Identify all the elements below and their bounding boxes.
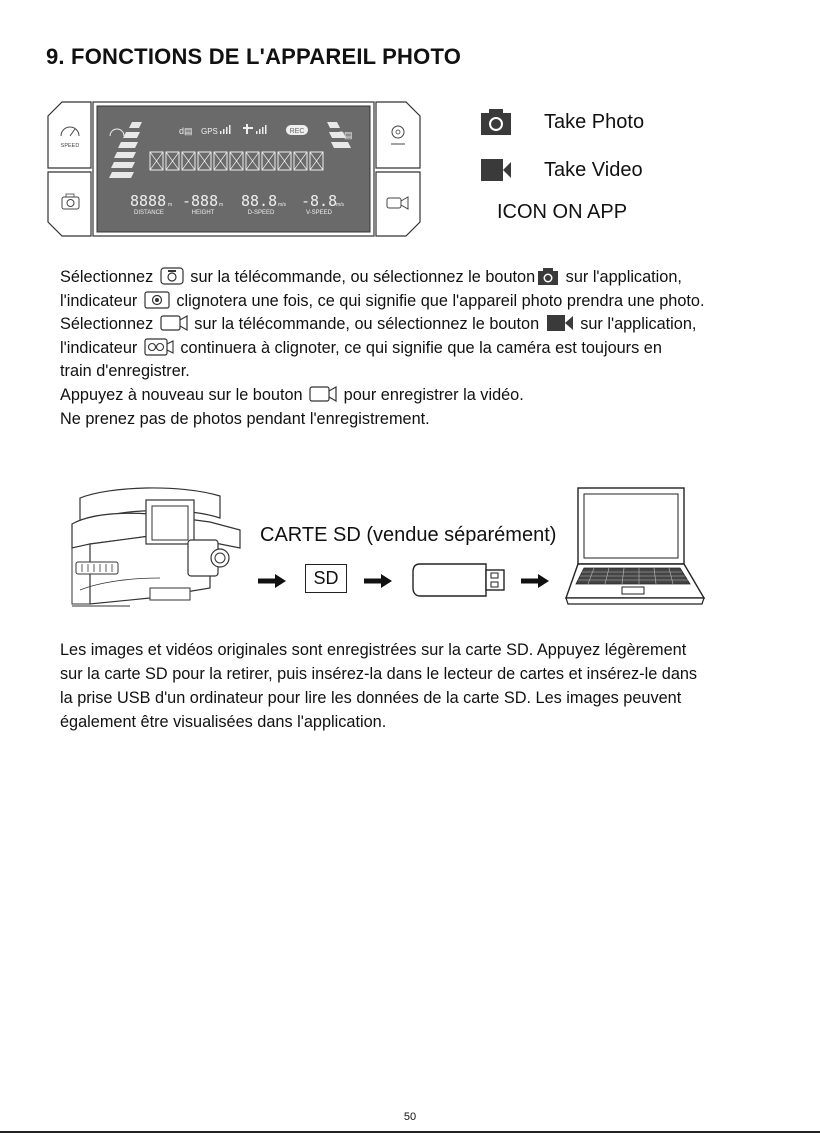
- sd-paragraph-line: sur la carte SD pour la retirer, puis insérez-la dans le lecteur de cartes et insérez-le dans: [60, 665, 698, 683]
- footer-rule: [0, 1131, 820, 1133]
- take-photo-label: Take Photo: [544, 110, 645, 133]
- section-title: 9. FONCTIONS DE L'APPAREIL PHOTO: [46, 44, 462, 69]
- sd-card-label: SD: [313, 568, 339, 588]
- speed-button-label: SPEED: [60, 143, 80, 149]
- usb-card-reader-icon: [412, 562, 508, 598]
- gps-label: GPS: [201, 127, 218, 136]
- dspeed-unit: m/s: [278, 202, 287, 208]
- distance-unit: m: [168, 202, 173, 208]
- battery-icon: d▤: [179, 126, 193, 136]
- laptop-icon: [564, 486, 706, 610]
- arrow-right-icon: [258, 574, 286, 588]
- photo-indicator-icon: [144, 291, 170, 309]
- sd-caption: CARTE SD (vendue séparément): [260, 524, 557, 546]
- video-camera-icon: [480, 157, 512, 183]
- camera-button-icon: [160, 267, 184, 285]
- rec-label: REC: [289, 128, 305, 135]
- instruction-line: Ne prenez pas de photos pendant l'enregistrement.: [60, 409, 430, 428]
- legend-take-video: [480, 157, 643, 183]
- vspeed-label: V-SPEED: [305, 210, 333, 216]
- icon-on-app-caption: ICON ON APP: [497, 201, 628, 223]
- vspeed-unit: m/s: [336, 202, 345, 208]
- video-button-icon: [160, 314, 188, 332]
- sd-paragraph-line: également être visualisées dans l'application.: [60, 713, 387, 731]
- video-button-icon: [309, 385, 337, 403]
- app-photo-icon: [537, 267, 559, 285]
- instructions-paragraph: [60, 266, 800, 431]
- page-number: 50: [403, 1111, 417, 1123]
- distance-readout: 8888: [130, 192, 167, 210]
- drone-sd-slot-illustration: [70, 478, 250, 610]
- arrow-right-icon: [521, 574, 549, 588]
- dspeed-label: D-SPEED: [247, 210, 275, 216]
- instruction-line: Appuyez à nouveau sur le bouton pour enregistrer la vidéo.: [60, 385, 524, 404]
- instruction-line: l'indicateur continuera à clignoter, ce qui signifie que la caméra est toujours en: [60, 338, 662, 357]
- sd-paragraph-line: Les images et vidéos originales sont enregistrées sur la carte SD. Appuyez légèrement: [60, 641, 687, 659]
- sd-paragraph-line: la prise USB d'un ordinateur pour lire les données de la carte SD. Les images peuvent: [60, 689, 682, 707]
- height-readout: -888: [182, 192, 219, 210]
- take-video-label: Take Video: [544, 158, 643, 181]
- controller-panel: [46, 100, 422, 240]
- sd-paragraph: [60, 638, 800, 734]
- app-video-icon: [546, 314, 574, 332]
- video-indicator-icon: [144, 338, 174, 356]
- instruction-line: train d'enregistrer.: [60, 362, 190, 381]
- dspeed-readout: 88.8: [241, 192, 278, 210]
- height-label: HEIGHT: [191, 210, 215, 216]
- instruction-line: Sélectionnez sur la télécommande, ou sélectionnez le bouton sur l'application,: [60, 268, 682, 286]
- legend-take-photo: [480, 108, 644, 136]
- height-unit: m: [219, 202, 224, 208]
- sd-card: [305, 564, 347, 593]
- camera-icon: [480, 108, 512, 136]
- instruction-line: Sélectionnez sur la télécommande, ou sélectionnez le bouton sur l'application,: [60, 315, 697, 334]
- drone-battery-icon: S▤: [338, 130, 353, 140]
- arrow-right-icon: [364, 574, 392, 588]
- instruction-line: l'indicateur clignotera une fois, ce qui signifie que l'appareil photo prendra une photo.: [60, 291, 705, 310]
- distance-label: DISTANCE: [134, 210, 164, 216]
- vspeed-readout: -8.8: [301, 192, 338, 210]
